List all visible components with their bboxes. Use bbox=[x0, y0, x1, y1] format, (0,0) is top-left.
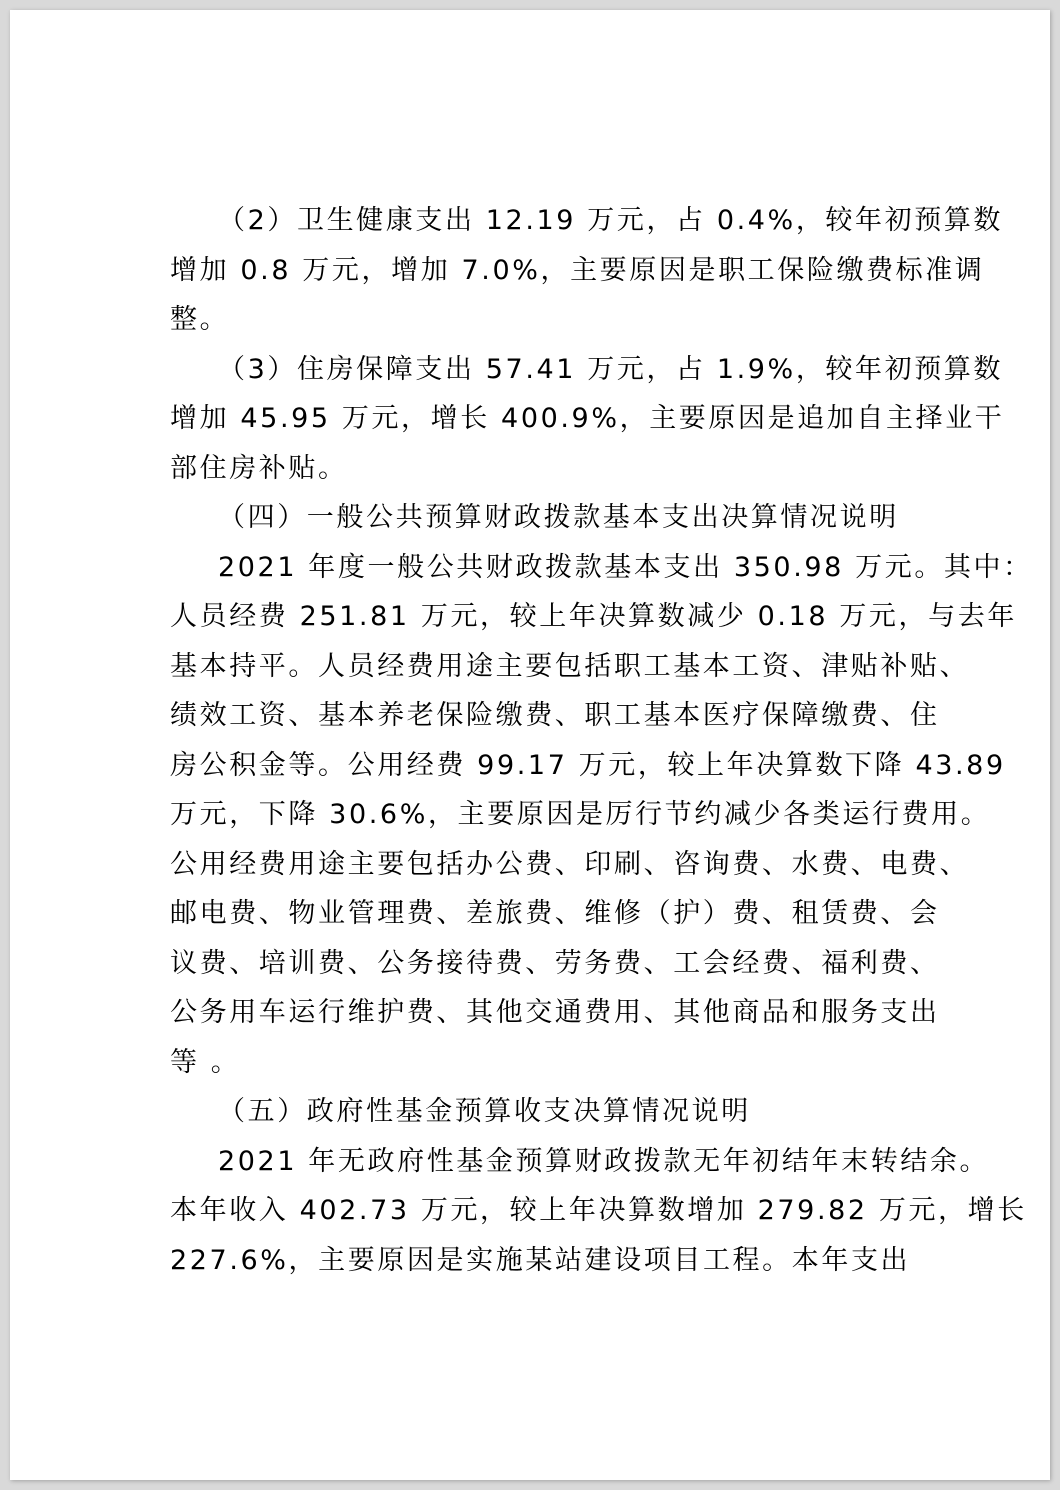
paragraph-line: 2021 年度一般公共财政拨款基本支出 350.98 万元。其中： bbox=[218, 551, 1033, 583]
paragraph-line: 227.6%，主要原因是实施某站建设项目工程。本年支出 bbox=[170, 1244, 911, 1276]
paragraph-line: 增加 45.95 万元，增长 400.9%，主要原因是追加自主择业干 bbox=[170, 403, 1005, 434]
paragraph-line: 邮电费、物业管理费、差旅费、维修（护）费、租赁费、会 bbox=[170, 898, 940, 929]
paragraph-line: 等 。 bbox=[170, 1046, 241, 1078]
paragraph-line: 公用经费用途主要包括办公费、印刷、咨询费、水费、电费、 bbox=[170, 848, 970, 880]
paragraph-line: 房公积金等。公用经费 99.17 万元，较上年决算数下降 43.89 bbox=[170, 749, 1006, 781]
paragraph-line: 公务用车运行维护费、其他交通费用、其他商品和服务支出 bbox=[170, 997, 940, 1028]
paragraph-line: 整。 bbox=[170, 304, 230, 335]
paragraph-line: 基本持平。人员经费用途主要包括职工基本工资、津贴补贴、 bbox=[170, 650, 970, 682]
paragraph-line: 本年收入 402.73 万元，较上年决算数增加 279.82 万元，增长 bbox=[170, 1195, 1027, 1226]
paragraph-line: 2021 年无政府性基金预算财政拨款无年初结年末转结余。 bbox=[218, 1145, 990, 1177]
paragraph-line: （2）卫生健康支出 12.19 万元，占 0.4%，较年初预算数 bbox=[218, 205, 1004, 236]
paragraph-line: 绩效工资、基本养老保险缴费、职工基本医疗保障缴费、住 bbox=[170, 700, 940, 731]
paragraph-line: 部住房补贴。 bbox=[170, 452, 348, 484]
document-body bbox=[170, 196, 1033, 1285]
document-page bbox=[10, 10, 1050, 1480]
paragraph-line: 人员经费 251.81 万元，较上年决算数减少 0.18 万元，与去年 bbox=[170, 601, 1017, 632]
section-heading: （五）政府性基金预算收支决算情况说明 bbox=[218, 1096, 751, 1127]
paragraph-line: 增加 0.8 万元，增加 7.0%，主要原因是职工保险缴费标准调 bbox=[170, 254, 985, 286]
paragraph-line: （3）住房保障支出 57.41 万元，占 1.9%，较年初预算数 bbox=[218, 353, 1004, 385]
section-heading: （四）一般公共预算财政拨款基本支出决算情况说明 bbox=[218, 502, 899, 533]
paragraph-line: 万元，下降 30.6%，主要原因是厉行节约减少各类运行费用。 bbox=[170, 799, 991, 830]
paragraph-line: 议费、培训费、公务接待费、劳务费、工会经费、福利费、 bbox=[170, 947, 940, 979]
